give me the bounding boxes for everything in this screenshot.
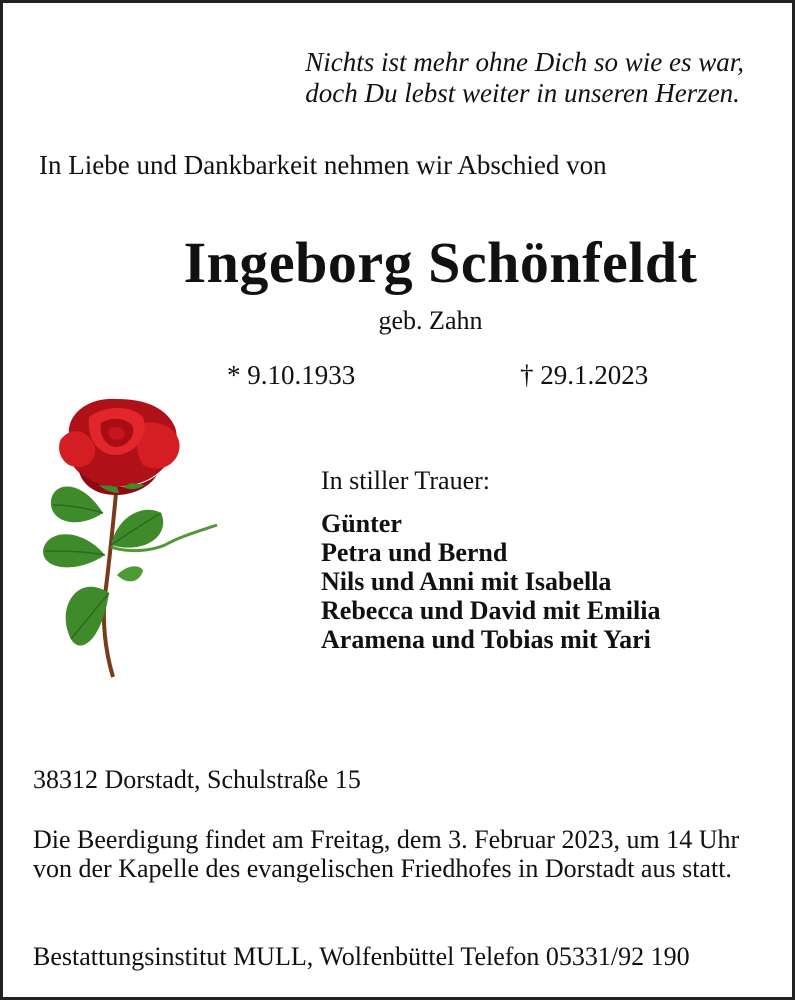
maiden-name: geb. Zahn bbox=[378, 306, 483, 335]
mourning-label: In stiller Trauer: bbox=[321, 466, 490, 495]
deceased-name: Ingeborg Schönfeldt bbox=[183, 230, 698, 295]
list-item: Rebecca und David mit Emilia bbox=[321, 596, 661, 625]
mourners-list bbox=[321, 509, 660, 654]
red-rose-icon bbox=[39, 395, 224, 680]
list-item: Aramena und Tobias mit Yari bbox=[321, 625, 651, 654]
undertaker-contact: Bestattungsinstitut MULL, Wolfenbüttel Telefon 05331/92 190 bbox=[33, 942, 690, 971]
motto-line: doch Du lebst weiter in unseren Herzen. bbox=[305, 78, 740, 108]
intro-text: In Liebe und Dankbarkeit nehmen wir Abschied von bbox=[39, 150, 607, 180]
funeral-details: Die Beerdigung findet am Freitag, dem 3. Februar 2023, um 14 Uhr von der Kapelle des evangelischen Friedhofes in Dorstadt aus statt. bbox=[33, 825, 740, 883]
family-address: 38312 Dorstadt, Schulstraße 15 bbox=[33, 765, 361, 794]
motto-line: Nichts ist mehr ohne Dich so wie es war, bbox=[305, 47, 744, 77]
list-item: Petra und Bernd bbox=[321, 538, 508, 567]
death-date: † 29.1.2023 bbox=[520, 360, 649, 390]
list-item: Nils und Anni mit Isabella bbox=[321, 567, 612, 596]
list-item: Günter bbox=[321, 509, 402, 538]
memorial-motto bbox=[305, 47, 744, 109]
birth-date: * 9.10.1933 bbox=[227, 360, 356, 390]
